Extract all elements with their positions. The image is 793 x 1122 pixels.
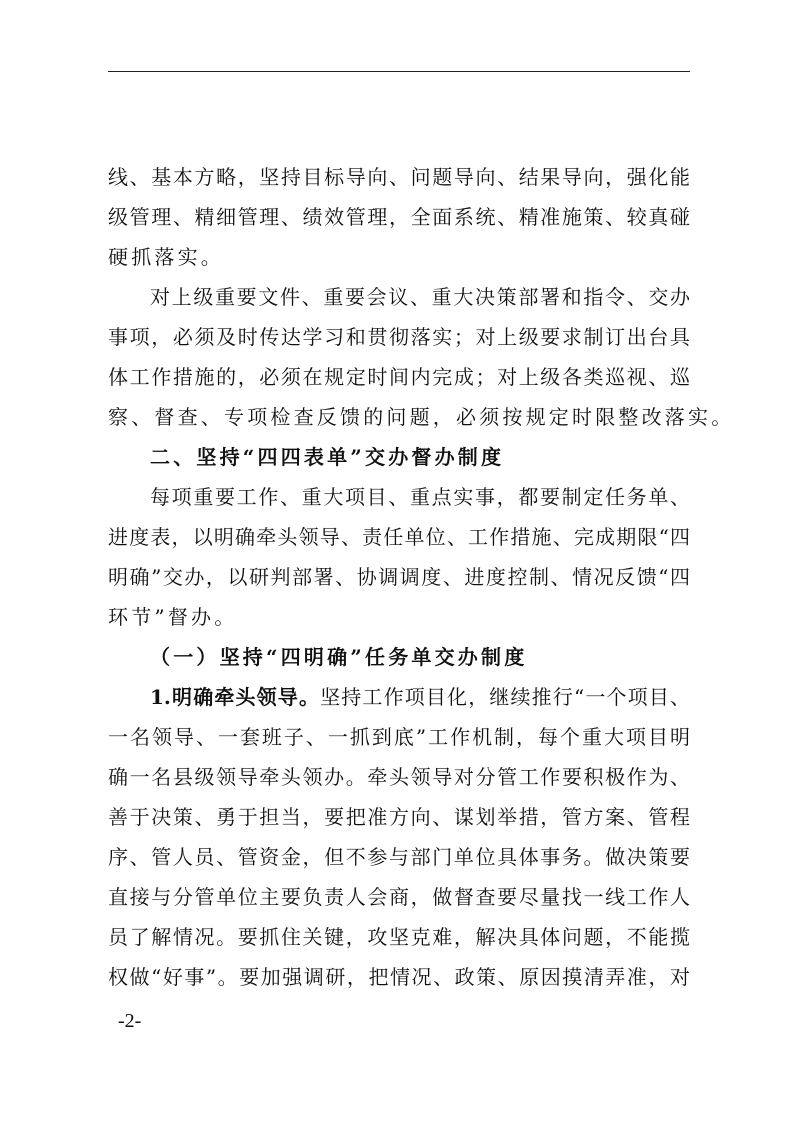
text-line (108, 237, 690, 277)
text-line (108, 277, 690, 317)
line-text: 二、坚持“四四表单”交办督办制度 (150, 445, 505, 469)
line-text: 线、基本方略，坚持目标导向、问题导向、结果导向，强化能 (108, 165, 690, 189)
line-text: 权做“好事”。要加强调研，把情况、政策、原因摸清弄准，对 (108, 965, 690, 989)
header-rule (108, 71, 690, 72)
line-text: 坚持工作项目化，继续推行“一个项目、 (320, 685, 690, 709)
text-line (108, 157, 690, 197)
paragraph (108, 157, 690, 277)
subheading (108, 637, 690, 677)
text-line (108, 957, 690, 997)
text-line (108, 317, 690, 357)
line-text: 进度表，以明确牵头领导、责任单位、工作措施、完成期限“四 (108, 525, 690, 549)
text-line (108, 437, 690, 477)
line-text: （一）坚持“四明确”任务单交办制度 (150, 645, 528, 669)
text-line (108, 477, 690, 517)
text-line (108, 917, 690, 957)
line-text: 善于决策、勇于担当，要把准方向、谋划举措，管方案、管程 (108, 805, 690, 829)
line-text: 察、督查、专项检查反馈的问题，必须按规定时限整改落实。 (108, 405, 735, 429)
line-text: 一名领导、一套班子、一抓到底”工作机制，每个重大项目明 (108, 725, 690, 749)
document-body (108, 157, 735, 997)
line-text: 序、管人员、管资金，但不参与部门单位具体事务。做决策要 (108, 845, 690, 869)
line-text: 对上级重要文件、重要会议、重大决策部署和指令、交办 (150, 285, 690, 309)
line-text: 体工作措施的，必须在规定时间内完成；对上级各类巡视、巡 (108, 365, 690, 389)
text-line (108, 397, 735, 437)
text-line (108, 837, 690, 877)
text-line (108, 597, 690, 637)
line-text: 硬抓落实。 (108, 245, 224, 269)
line-text: 每项重要工作、重大项目、重点实事，都要制定任务单、 (150, 485, 690, 509)
page-number: -2- (118, 1010, 142, 1032)
line-text: 确一名县级领导牵头领办。牵头领导对分管工作要积极作为、 (108, 765, 690, 789)
line-text: 级管理、精细管理、绩效管理，全面系统、精准施策、较真碰 (108, 205, 690, 229)
line-text: 直接与分管单位主要负责人会商，做督查要尽量找一线工作人 (108, 885, 690, 909)
heading (108, 437, 690, 477)
text-line (108, 677, 690, 717)
text-line (108, 717, 690, 757)
item-lead: 1.明确牵头领导。 (150, 685, 321, 709)
line-text: 环节”督办。 (108, 605, 238, 629)
line-text: 事项，必须及时传达学习和贯彻落实；对上级要求制订出台具 (108, 325, 690, 349)
text-line (108, 557, 690, 597)
paragraph (108, 477, 690, 637)
text-line (108, 797, 690, 837)
text-line (108, 357, 690, 397)
text-line (108, 877, 690, 917)
text-line (108, 517, 690, 557)
text-line (108, 637, 690, 677)
text-line (108, 197, 690, 237)
item (108, 677, 690, 997)
text-line (108, 757, 690, 797)
paragraph (108, 277, 735, 437)
line-text: 员了解情况。要抓住关键，攻坚克难，解决具体问题，不能揽 (108, 925, 690, 949)
line-text: 明确”交办，以研判部署、协调调度、进度控制、情况反馈“四 (108, 565, 690, 589)
